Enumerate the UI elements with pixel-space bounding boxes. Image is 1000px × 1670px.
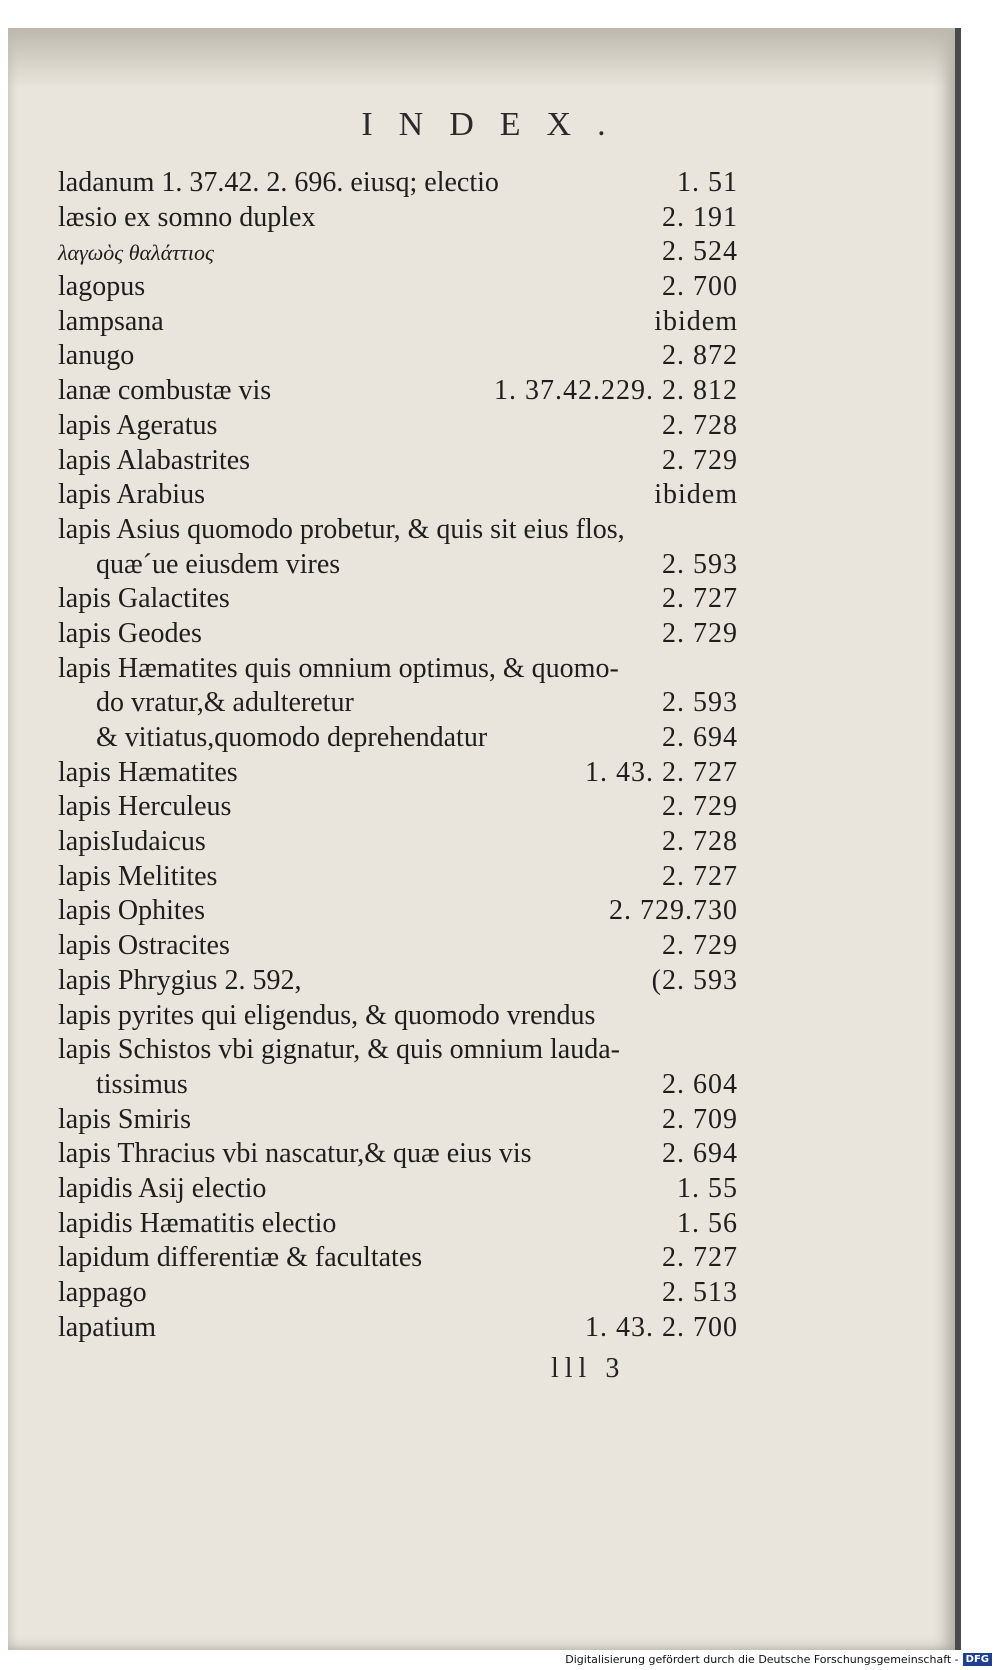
entry-term: ladanum 1. 37.42. 2. 696. eiusq; electio — [58, 167, 499, 198]
entry-reference: 2. 727 — [662, 583, 738, 615]
index-entry — [58, 1137, 738, 1172]
book-page — [8, 28, 961, 1650]
entry-term: lapis pyrites qui eligendus, & quomodo vrendus — [58, 999, 596, 1031]
entry-reference: 1. 43. 2. 727 — [585, 756, 738, 788]
index-entry — [58, 1103, 738, 1138]
entry-term: & vitiatus,quomodo deprehendatur — [96, 722, 488, 753]
entry-reference: 2. 694 — [662, 722, 738, 753]
entry-term: lapis Ophites — [58, 895, 205, 927]
entry-reference: 2. 728 — [662, 826, 738, 858]
index-entry — [58, 999, 738, 1034]
entry-reference: ibidem — [654, 305, 738, 337]
index-entry — [58, 305, 738, 340]
index-entry — [58, 617, 738, 652]
entry-term: lapis Melitites — [58, 860, 218, 892]
entry-reference: 2. 593 — [662, 548, 738, 580]
entry-reference: 2. 604 — [662, 1068, 738, 1100]
entry-reference: 1. 37.42.229. 2. 812 — [494, 375, 738, 407]
index-entry — [58, 1276, 738, 1311]
index-entry — [58, 686, 738, 721]
entry-reference: 2. 727 — [662, 860, 738, 892]
entry-term: lapisIudaicus — [58, 826, 206, 858]
index-entry — [58, 374, 738, 409]
index-entry — [58, 582, 738, 617]
entry-term: lappago — [58, 1277, 147, 1308]
entry-term: lapidis Asij electio — [58, 1172, 267, 1204]
entry-reference: 1. 56 — [677, 1207, 738, 1239]
entry-term: lapis Arabius — [58, 479, 205, 511]
entry-term: lapis Smiris — [58, 1103, 192, 1135]
entry-reference: 2. 729 — [662, 444, 738, 476]
index-entry — [58, 756, 738, 791]
entry-term: lanæ combustæ vis — [58, 375, 272, 407]
index-entry — [58, 964, 738, 999]
entry-reference: 2. 729 — [662, 930, 738, 962]
entry-term: quæ´ue eiusdem vires — [96, 548, 341, 580]
index-entry — [58, 652, 738, 687]
index-entry — [58, 513, 738, 548]
index-entry — [58, 929, 738, 964]
entry-reference: 2. 700 — [662, 271, 738, 303]
dfg-logo: DFG — [963, 1653, 992, 1666]
entry-term: do vratur,& adulteretur — [96, 687, 354, 719]
entry-reference: 2. 729.730 — [609, 895, 738, 927]
signature-mark: lll 3 — [551, 1353, 626, 1384]
entry-term: lapis Geodes — [58, 617, 202, 649]
entry-term: lapis Schistos vbi gignatur, & quis omnium lauda- — [58, 1034, 620, 1066]
entry-term: lagopus — [58, 271, 146, 303]
entry-term: lapatium — [58, 1311, 156, 1343]
index-entry — [58, 790, 738, 825]
index-entry — [58, 478, 738, 513]
entry-reference: 1. 51 — [677, 167, 738, 198]
entry-term: lapis Hæmatites — [58, 756, 238, 788]
entry-term: lapis Alabastrites — [58, 444, 251, 476]
entry-reference: 2. 727 — [662, 1242, 738, 1274]
running-head: INDEX. — [361, 106, 632, 143]
entry-term: lapidis Hæmatitis electio — [58, 1207, 337, 1239]
entry-reference: 2. 729 — [662, 617, 738, 649]
index-entry — [58, 1207, 738, 1242]
index-entry — [58, 894, 738, 929]
entry-reference: 1. 43. 2. 700 — [585, 1311, 738, 1343]
index-entry — [58, 235, 738, 270]
entry-term: lapis Hæmatites quis omnium optimus, & quomo- — [58, 652, 619, 684]
entry-term: lapis Ageratus — [58, 409, 218, 441]
entry-term: lapis Asius quomodo probetur, & quis sit eius flos, — [58, 513, 625, 545]
entry-reference: (2. 593 — [651, 964, 738, 996]
entry-reference: 2. 191 — [662, 201, 738, 233]
index-entry — [58, 201, 738, 236]
index-entry — [58, 409, 738, 444]
index-entry — [58, 444, 738, 479]
entry-term: lapidum differentiæ & facultates — [58, 1242, 423, 1274]
entry-reference: 2. 524 — [662, 236, 738, 268]
index-entry — [58, 1068, 738, 1103]
index-entry — [58, 721, 738, 756]
entry-reference: 2. 872 — [662, 340, 738, 372]
entry-reference: 2. 694 — [662, 1138, 738, 1170]
entry-term: lampsana — [58, 305, 164, 337]
entry-term: lapis Herculeus — [58, 791, 232, 823]
index-entry — [58, 339, 738, 374]
entry-reference: 2. 513 — [662, 1277, 738, 1308]
index-entry — [58, 1241, 738, 1276]
entry-term: λαγωὸς θαλάττιος — [58, 240, 214, 266]
index-entry — [58, 825, 738, 860]
entry-term: tissimus — [96, 1068, 188, 1100]
index-entry — [58, 166, 738, 201]
entry-term: lapis Ostracites — [58, 930, 230, 962]
entry-reference: 2. 593 — [662, 687, 738, 719]
index-entry — [58, 860, 738, 895]
index-entry — [58, 270, 738, 305]
entry-reference: 2. 709 — [662, 1103, 738, 1135]
entry-reference: ibidem — [654, 479, 738, 511]
entry-reference: 2. 728 — [662, 409, 738, 441]
index-entry — [58, 1033, 738, 1068]
entry-term: lanugo — [58, 340, 135, 372]
index-entries — [58, 166, 738, 1345]
entry-term: lapis Phrygius 2. 592, — [58, 964, 302, 996]
entry-reference: 1. 55 — [677, 1172, 738, 1204]
entry-term: læsio ex somno duplex — [58, 201, 316, 233]
credit-text: Digitalisierung gefördert durch die Deutsche Forschungsgemeinschaft - — [565, 1653, 959, 1666]
digitization-credit — [565, 1653, 992, 1666]
index-entry — [58, 548, 738, 583]
entry-term: lapis Thracius vbi nascatur,& quæ eius vis — [58, 1138, 532, 1170]
index-entry — [58, 1172, 738, 1207]
entry-reference: 2. 729 — [662, 791, 738, 823]
entry-term: lapis Galactites — [58, 583, 230, 615]
index-entry — [58, 1311, 738, 1346]
